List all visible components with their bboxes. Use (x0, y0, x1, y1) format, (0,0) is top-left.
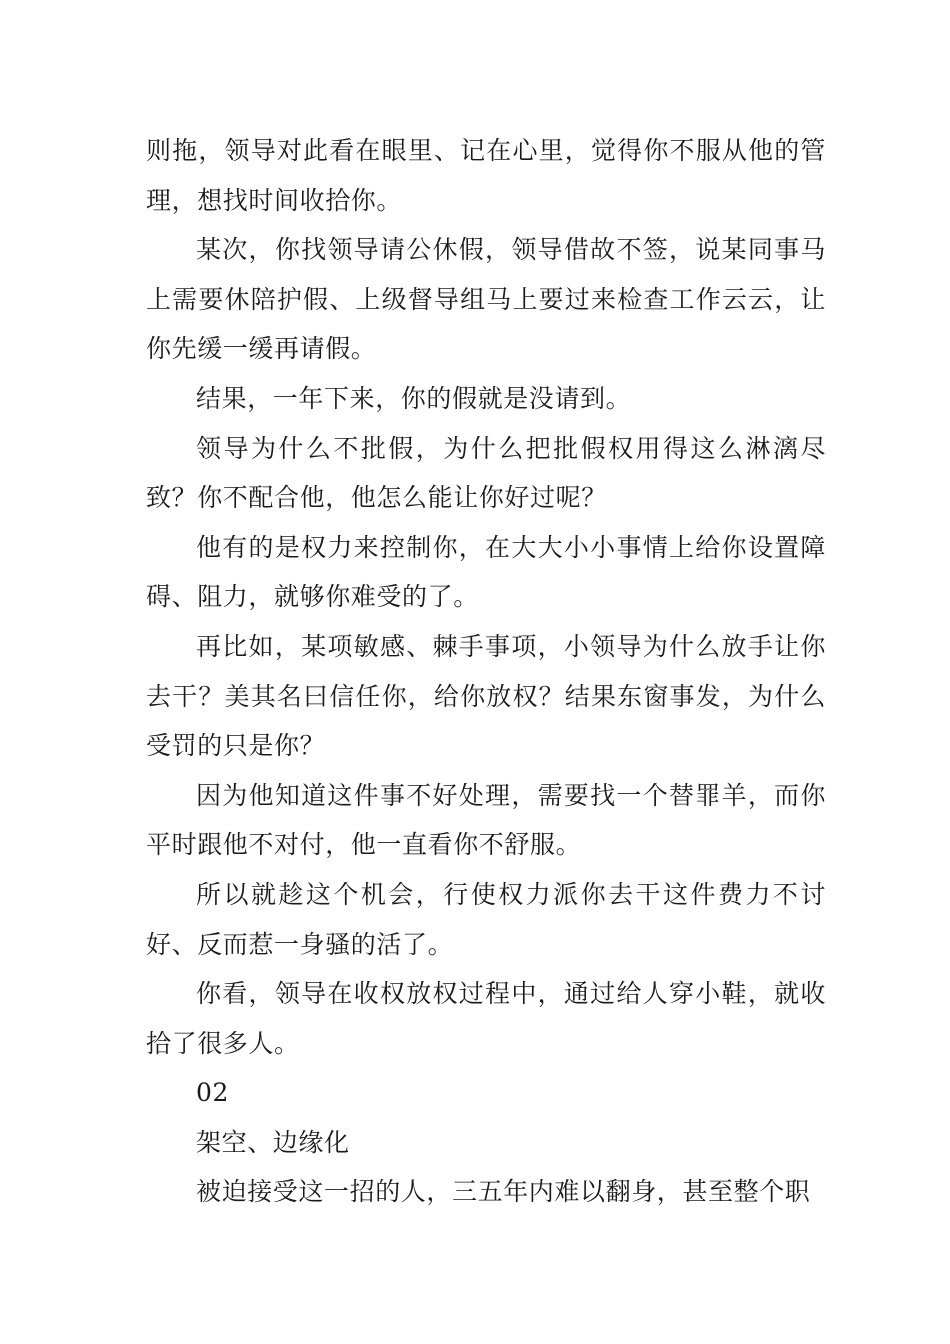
paragraph: 领导为什么不批假，为什么把批假权用得这么淋漓尽致？你不配合他，他怎么能让你好过呢？ (146, 433, 826, 513)
paragraph: 结果，一年下来，你的假就是没请到。 (196, 383, 632, 413)
paragraph: 他有的是权力来控制你，在大大小小事情上给你设置障碍、阻力，就够你难受的了。 (146, 532, 826, 612)
paragraph: 所以就趁这个机会，行使权力派你去干这件费力不讨好、反而惹一身骚的活了。 (146, 879, 826, 959)
paragraph: 你看，领导在收权放权过程中，通过给人穿小鞋，就收拾了很多人。 (146, 979, 826, 1058)
section-title: 架空、边缘化 (196, 1127, 350, 1157)
document-body (146, 126, 826, 1217)
paragraph: 则拖，领导对此看在眼里、记在心里，觉得你不服从他的管理，想找时间收拾你。 (146, 136, 826, 215)
paragraph: 再比如，某项敏感、棘手事项，小领导为什么放手让你去干？美其名曰信任你，给你放权？结果东窗事发，为什么受罚的只是你？ (146, 631, 826, 761)
paragraph: 某次，你找领导请公休假，领导借故不签，说某同事马上需要休陪护假、上级督导组马上要过来检查工作云云，让你先缓一缓再请假。 (146, 235, 826, 364)
paragraph: 被迫接受这一招的人，三五年内难以翻身，甚至整个职 (196, 1177, 811, 1207)
paragraph: 因为他知道这件事不好处理，需要找一个替罪羊，而你平时跟他不对付，他一直看你不舒服。 (146, 780, 826, 860)
section-number: 02 (196, 1078, 230, 1108)
